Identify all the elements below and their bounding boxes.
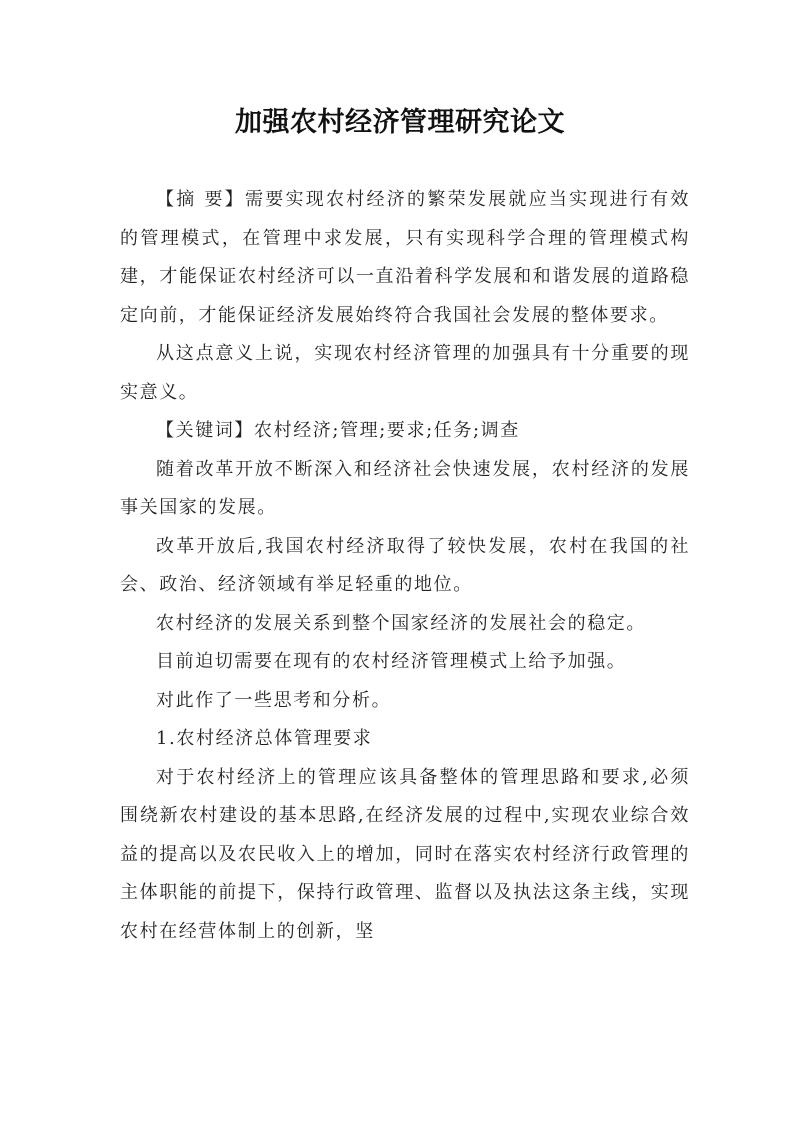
body-paragraph: 目前迫切需要在现有的农村经济管理模式上给予加强。 (156, 651, 627, 672)
body-paragraph: 改革开放后,我国农村经济取得了较快发展，农村在我国的社会、政治、经济领域有举足轻重的地位。 (120, 535, 690, 595)
body-paragraph: 对此作了一些思考和分析。 (156, 689, 392, 711)
section-heading: 1.农村经济总体管理要求 (156, 728, 373, 749)
abstract-paragraph: 【摘 要】需要实现农村经济的繁荣发展就应当实现进行有效的管理模式，在管理中求发展，只有实现科学合理的管理模式构建，才能保证农村经济可以一直沿着科学发展和和谐发展的道路稳定向前，才能保证经济发展始终符合我国社会发展的整体要求。 (120, 189, 690, 326)
body-paragraph: 从这点意义上说，实现农村经济管理的加强具有十分重要的现实意义。 (120, 343, 690, 403)
body-paragraph: 对于农村经济上的管理应该具备整体的管理思路和要求,必须围绕新农村建设的基本思路,在经济发展的过程中,实现农业综合效益的提高以及农民收入上的增加，同时在落实农村经济行政管理的主体职能的前提下，保持行政管理、监督以及执法这条主线，实现农村在经营体制上的创新，坚 (120, 766, 690, 942)
body-paragraph: 随着改革开放不断深入和经济社会快速发展，农村经济的发展事关国家的发展。 (120, 458, 690, 518)
document-body (120, 181, 690, 951)
document-title: 加强农村经济管理研究论文 (235, 107, 565, 138)
keywords-paragraph: 【关键词】农村经济;管理;要求;任务;调查 (156, 420, 520, 441)
body-paragraph: 农村经济的发展关系到整个国家经济的发展社会的稳定。 (156, 612, 646, 634)
